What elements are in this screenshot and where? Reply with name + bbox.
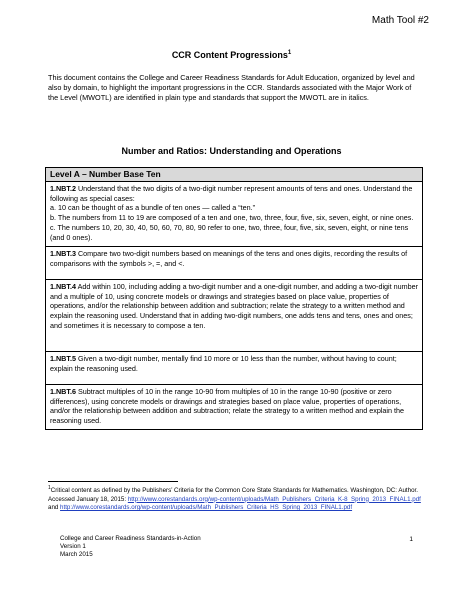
standard-code: 1.NBT.4 [50,282,76,291]
standards-table [45,167,423,430]
page-footer [60,535,201,559]
level-heading-row [46,168,423,182]
standard-subitem: c. The numbers 10, 20, 30, 40, 50, 60, 70, 80, 90 refer to one, two, three, four, five, six, seven, eight, or nine tens (and 0 ones). [50,222,409,242]
section-heading: Number and Ratios: Understanding and Operations [121,146,342,156]
footnote-divider [48,481,178,482]
standard-cell [46,182,423,247]
intro-paragraph: This document contains the College and Career Readiness Standards for Adult Education, organized by level and also by domain, to highlight the important progressions in the CCR. Standards associated with the Major Work of the Level (MWOTL) are identified in plain type and standards that support the MWOTL are in italics. [48,73,415,102]
standard-row [46,280,423,352]
footer-date: March 2015 [60,551,93,558]
footnote-link-hs[interactable]: http://www.corestandards.org/wp-content/uploads/Math_Publishers_Criteria_HS_Spring_2013_FINAL1.pdf [60,504,353,512]
document-title [0,50,463,60]
footnote-text-and: and [48,504,61,512]
standard-text: Subtract multiples of 10 in the range 10-90 from multiples of 10 in the range 10-90 (positive or zero differences), using concrete models or drawings and strategies based on place value, properties of operations, and/or the relationship between addition and subtraction; relate the strategy to a written method and explain the reasoning used. [50,387,405,426]
standard-subitem: b. The numbers from 11 to 19 are composed of a ten and one, two, three, four, five, six, seven, eight, or nine ones. [50,213,414,223]
footnote-marker: 1 [48,485,51,491]
standard-text: Add within 100, including adding a two-digit number and a one-digit number, and adding a two-digit number and a multiple of 10, using concrete models or drawings and strategies based on place value, properties of operations, and/or the relationship between addition and subtraction; relate the strategy to a written method and explain the reasoning used. Understand that in adding two-digit numbers, one adds tens and tens, ones and ones; and sometimes it is necessary to compose a ten. [50,282,419,330]
standard-cell [46,352,423,385]
footnote [48,484,428,513]
standard-subitem: a. 10 can be thought of as a bundle of ten ones — called a “ten.” [50,203,255,213]
standard-cell [46,247,423,280]
standard-text: Understand that the two digits of a two-digit number represent amounts of tens and ones. Understand the following as special cases: [50,184,413,203]
standard-text: Given a two-digit number, mentally find 10 more or 10 less than the number, without having to count; explain the reasoning used. [50,354,397,373]
document-title-text: CCR Content Progressions [171,50,288,60]
tool-label: Math Tool #2 [371,15,429,26]
standard-code: 1.NBT.6 [50,387,76,396]
footnote-link-k8[interactable]: http://www.corestandards.org/wp-content/uploads/Math_Publishers_Criteria_K-8_Spring_2013_FINAL1.pdf [127,495,421,503]
footer-version: Version 1 [60,543,86,550]
standard-cell [46,385,423,430]
standard-code: 1.NBT.5 [50,354,76,363]
title-footnote-marker[interactable]: 1 [287,50,292,56]
standard-row [46,247,423,280]
standard-code: 1.NBT.2 [50,184,76,193]
page-number: 1 [409,536,413,543]
standard-row [46,385,423,430]
level-heading: Level A – Number Base Ten [46,168,423,182]
standard-cell [46,280,423,352]
standard-row [46,352,423,385]
footer-doc-name: College and Career Readiness Standards-in-Action [60,535,201,542]
standard-code: 1.NBT.3 [50,249,76,258]
standard-row [46,182,423,247]
footnote-text: Critical content as defined by the Publishers’ Criteria for the Common Core State Standards for Mathematics. Washington, DC: Author. Accessed January 18, 2015: [48,487,418,503]
standard-text: Compare two two-digit numbers based on meanings of the tens and ones digits, recording the results of comparisons with the symbols >, =, and <. [50,249,408,268]
